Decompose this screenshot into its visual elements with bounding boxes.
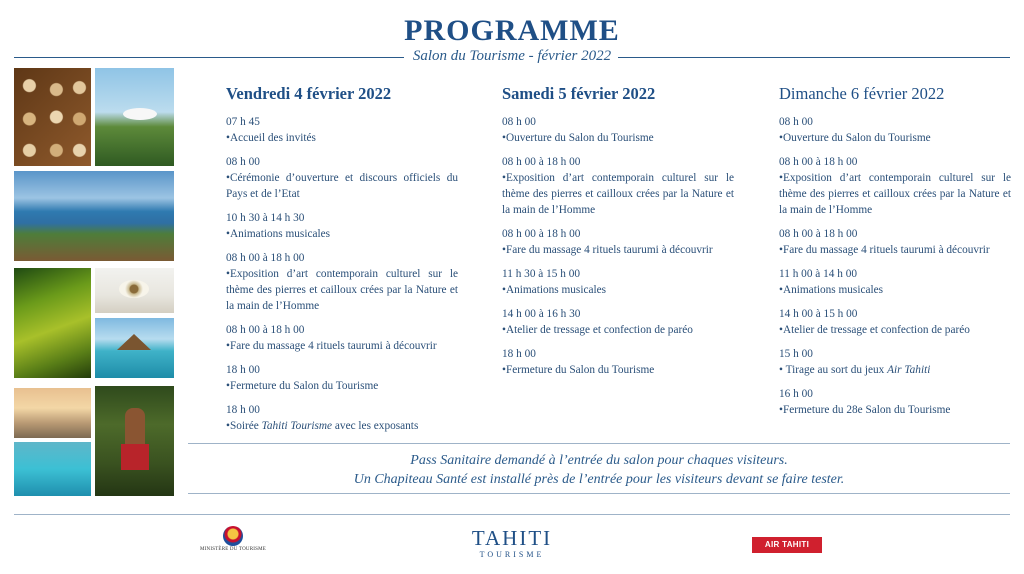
schedule-event (226, 210, 458, 242)
ministry-caption: MINISTÈRE DU TOURISME (200, 547, 266, 552)
day-title: Vendredi 4 février 2022 (226, 84, 392, 103)
event-description: •Fermeture du Salon du Tourisme (502, 364, 655, 376)
schedule-event (226, 250, 458, 314)
schedule-event (779, 306, 1011, 338)
footer-divider (14, 514, 1010, 515)
event-time: 18 h 00 (226, 404, 260, 416)
event-description: •Exposition d’art contemporain culturel sur le thème des pierres et cailloux crées par la Nature et la main de l’Homme (502, 172, 734, 216)
notice-divider-bottom (188, 493, 1010, 494)
bananas-photo (14, 268, 91, 378)
day-title: Dimanche 6 février 2022 (779, 84, 945, 103)
event-time: 14 h 00 à 16 h 30 (502, 308, 581, 320)
event-description: •Ouverture du Salon du Tourisme (502, 132, 654, 144)
subtitle-row (14, 48, 1010, 66)
overwater-bungalow-photo (95, 318, 174, 378)
event-description (779, 362, 1011, 378)
page-subtitle: Salon du Tourisme - février 2022 (412, 48, 612, 64)
schedule-event (779, 266, 1011, 298)
event-time: 10 h 30 à 14 h 30 (226, 212, 305, 224)
notice-divider-top (188, 443, 1010, 444)
event-description-prefix: • Tirage au sort du jeux (779, 364, 888, 376)
event-description-emphasis: Tahiti Tourisme (261, 420, 333, 432)
event-time: 08 h 00 (779, 116, 813, 128)
event-time: 08 h 00 (226, 156, 260, 168)
event-description-suffix: avec les exposants (332, 420, 419, 432)
schedule-event (779, 346, 1011, 378)
schedule-event (226, 114, 458, 146)
event-description: •Fermeture du 28e Salon du Tourisme (779, 404, 951, 416)
event-time: 11 h 30 à 15 h 00 (502, 268, 581, 280)
day-title: Samedi 5 février 2022 (502, 84, 656, 103)
event-description: •Fermeture du Salon du Tourisme (226, 380, 379, 392)
event-description: •Cérémonie d’ouverture et discours officiels du Pays et de l’Etat (226, 172, 458, 200)
event-time: 11 h 00 à 14 h 00 (779, 268, 858, 280)
event-description: •Accueil des invités (226, 132, 316, 144)
event-time: 15 h 00 (779, 348, 813, 360)
day-column-sunday (779, 84, 1011, 426)
schedule-event (502, 154, 734, 218)
schedule-event (779, 226, 1011, 258)
schedule-event (226, 154, 458, 202)
notice-line-2: Un Chapiteau Santé est installé près de l’entrée pour les visiteurs devant se faire tester. (353, 472, 845, 487)
schedule-event (502, 226, 734, 258)
event-time: 07 h 45 (226, 116, 260, 128)
schedule-event (779, 386, 1011, 418)
tahiti-logo-word: TAHITI (471, 526, 553, 550)
event-time: 08 h 00 à 18 h 00 (226, 324, 305, 336)
event-time: 08 h 00 à 18 h 00 (502, 156, 581, 168)
ministry-emblem-icon (223, 526, 243, 546)
event-time: 18 h 00 (226, 364, 260, 376)
schedule-event (226, 322, 458, 354)
air-tahiti-logo: AIR TAHITI (752, 537, 822, 553)
schedule-event (502, 114, 734, 146)
coastline-photo (14, 171, 174, 261)
event-description: •Exposition d’art contemporain culturel sur le thème des pierres et cailloux crées par la Nature et la main de l’Homme (226, 268, 458, 312)
schedule-event (779, 114, 1011, 146)
schedule-event (779, 154, 1011, 218)
dish-photo (95, 268, 174, 313)
event-description: •Animations musicales (502, 284, 607, 296)
event-time: 08 h 00 à 18 h 00 (779, 156, 858, 168)
event-description: •Atelier de tressage et confection de paréo (502, 324, 693, 336)
schedule-event (502, 266, 734, 298)
schedule-event (502, 306, 734, 338)
event-time: 14 h 00 à 15 h 00 (779, 308, 858, 320)
event-description: •Animations musicales (779, 284, 884, 296)
day-column-saturday (502, 84, 734, 386)
tahiti-logo-sub: TOURISME (479, 550, 545, 559)
event-description: •Fare du massage 4 rituels taurumi à découvrir (779, 244, 990, 256)
event-description: •Ouverture du Salon du Tourisme (779, 132, 931, 144)
divider-right (618, 57, 1010, 58)
schedule-event (502, 346, 734, 378)
event-time: 08 h 00 (502, 116, 536, 128)
event-description-prefix: •Soirée (226, 420, 262, 432)
shells-photo (14, 68, 91, 166)
day-column-friday (226, 84, 458, 442)
event-time: 16 h 00 (779, 388, 813, 400)
bird-photo (95, 68, 174, 166)
event-description: •Fare du massage 4 rituels taurumi à découvrir (226, 340, 437, 352)
event-description: •Exposition d’art contemporain culturel sur le thème des pierres et cailloux crées par la Nature et la main de l’Homme (779, 172, 1011, 216)
event-description-emphasis: Air Tahiti (887, 364, 931, 376)
tahiti-tourisme-logo (462, 526, 562, 560)
event-description (226, 418, 458, 434)
ministry-logo (198, 526, 268, 554)
event-description: •Animations musicales (226, 228, 331, 240)
event-time: 08 h 00 à 18 h 00 (226, 252, 305, 264)
page-title: PROGRAMME (404, 14, 620, 47)
event-time: 08 h 00 à 18 h 00 (779, 228, 858, 240)
event-time: 08 h 00 à 18 h 00 (502, 228, 581, 240)
schedule-event (226, 402, 458, 434)
event-description: •Atelier de tressage et confection de paréo (779, 324, 970, 336)
lagoon-photo (14, 442, 91, 496)
schedule-event (226, 362, 458, 394)
dancer-photo (95, 386, 174, 496)
notice-line-1: Pass Sanitaire demandé à l’entrée du salon pour chaques visiteurs. (410, 453, 788, 468)
event-description: •Fare du massage 4 rituels taurumi à découvrir (502, 244, 713, 256)
photo-collage (14, 68, 174, 496)
health-notice (188, 451, 1010, 489)
sunset-photo (14, 388, 91, 438)
event-time: 18 h 00 (502, 348, 536, 360)
